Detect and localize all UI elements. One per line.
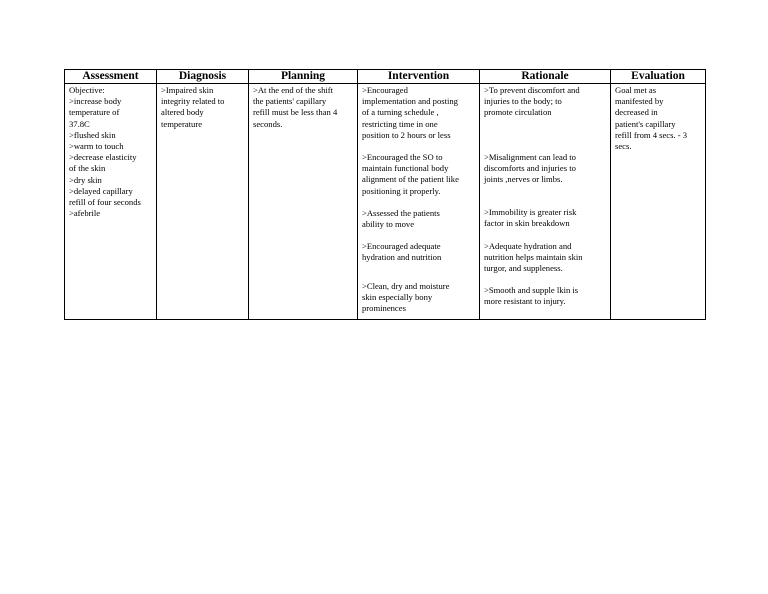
content-row <box>65 84 706 320</box>
intervention-line: maintain functional body <box>362 163 449 174</box>
planning-line: >At the end of the shift <box>253 85 334 95</box>
assessment-line: >afebrile <box>69 208 101 219</box>
diagnosis-line: integrity related to <box>161 96 225 107</box>
planning-cell <box>249 84 358 320</box>
intervention-line: alignment of the patient like <box>362 174 459 185</box>
intervention-line: >Encouraged adequate <box>362 241 441 252</box>
intervention-line: prominences <box>362 303 406 314</box>
rationale-line: injuries to the body; to <box>484 96 562 107</box>
assessment-line: of the skin <box>69 163 106 174</box>
rationale-line: turgor, and suppleness. <box>484 263 563 274</box>
evaluation-line: manifested by <box>615 96 664 107</box>
intervention-line: positioning it properly. <box>362 185 441 196</box>
intervention-line: restricting time in one <box>362 118 438 129</box>
rationale-line: factor in skin breakdown <box>484 218 570 229</box>
rationale-line: promote circulation <box>484 107 552 118</box>
evaluation-line: refill from 4 secs. - 3 <box>615 129 688 140</box>
intervention-line: >Encouraged <box>362 85 408 95</box>
assessment-line: >warm to touch <box>69 141 124 152</box>
evaluation-cell <box>611 84 706 320</box>
diagnosis-line: altered body <box>161 107 204 118</box>
assessment-line: >decrease elasticity <box>69 152 137 163</box>
assessment-line: >increase body <box>69 96 122 107</box>
header-planning: Planning <box>249 70 358 84</box>
diagnosis-line: >Impaired skin <box>161 85 214 95</box>
header-row <box>65 70 706 84</box>
rationale-cell <box>480 84 611 320</box>
planning-line: refill must be less than 4 <box>253 107 338 118</box>
assessment-line: refill of four seconds <box>69 197 141 208</box>
rationale-line: >To prevent discomfort and <box>484 85 580 95</box>
intervention-line: implementation and posting <box>362 96 458 107</box>
assessment-line: 37.8C <box>69 118 90 129</box>
intervention-line: ability to move <box>362 219 415 230</box>
diagnosis-line: temperature <box>161 118 203 129</box>
nursing-care-plan-table <box>64 69 706 320</box>
header-assessment: Assessment <box>65 70 157 84</box>
rationale-line: >Immobility is greater risk <box>484 207 577 218</box>
evaluation-line: decreased in <box>615 107 658 118</box>
intervention-line: >Assessed the patients <box>362 207 440 218</box>
rationale-line: joints ,nerves or limbs. <box>484 174 563 185</box>
assessment-line: temperature of <box>69 107 120 118</box>
header-rationale: Rationale <box>480 70 611 84</box>
diagnosis-cell <box>157 84 249 320</box>
intervention-line: >Clean, dry and moisture <box>362 280 450 291</box>
rationale-line: more resistant to injury. <box>484 296 566 307</box>
intervention-cell <box>358 84 480 320</box>
intervention-line: position to 2 hours or less <box>362 129 451 140</box>
assessment-line: >dry skin <box>69 174 102 185</box>
planning-line: the patients' capillary <box>253 96 327 107</box>
assessment-line: >flushed skin <box>69 129 116 140</box>
assessment-line: Objective: <box>69 85 105 95</box>
rationale-line: >Misalignment can lead to <box>484 151 576 162</box>
evaluation-line: secs. <box>615 141 632 152</box>
header-diagnosis: Diagnosis <box>157 70 249 84</box>
planning-line: seconds. <box>253 118 283 129</box>
intervention-line: skin especially bony <box>362 291 433 302</box>
rationale-line: nutrition helps maintain skin <box>484 251 583 262</box>
intervention-line: of a turning schedule , <box>362 107 439 118</box>
rationale-line: >Adequate hydration and <box>484 240 572 251</box>
header-intervention: Intervention <box>358 70 480 84</box>
evaluation-line: patient's capillary <box>615 118 676 129</box>
rationale-line: discomforts and injuries to <box>484 162 576 173</box>
rationale-line: >Smooth and supple lkin is <box>484 285 579 296</box>
assessment-line: >delayed capillary <box>69 185 133 196</box>
header-evaluation: Evaluation <box>611 70 706 84</box>
intervention-line: >Encouraged the SO to <box>362 152 443 163</box>
intervention-line: hydration and nutrition <box>362 252 442 263</box>
assessment-cell <box>65 84 157 320</box>
evaluation-line: Goal met as <box>615 85 657 95</box>
